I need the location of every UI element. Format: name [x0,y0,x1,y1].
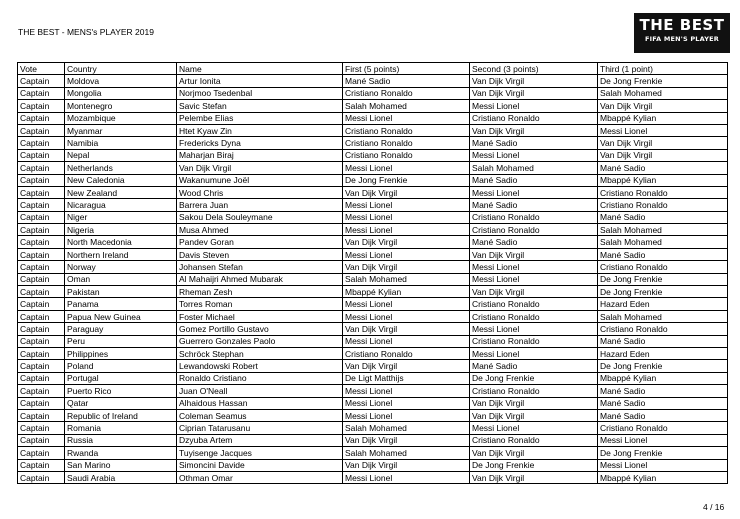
cell-third: Van Dijk Virgil [598,100,728,112]
cell-vote: Captain [18,286,65,298]
cell-country: Portugal [65,372,177,384]
cell-vote: Captain [18,347,65,359]
cell-second: Van Dijk Virgil [470,87,598,99]
cell-name: Pelembe Elias [177,112,343,124]
cell-name: Ciprian Tatarusanu [177,422,343,434]
cell-first: Salah Mohamed [343,447,470,459]
table-row [18,236,728,248]
cell-first: Van Dijk Virgil [343,236,470,248]
cell-first: Mané Sadio [343,75,470,87]
cell-first: Van Dijk Virgil [343,261,470,273]
cell-vote: Captain [18,447,65,459]
cell-country: Qatar [65,397,177,409]
cell-country: Puerto Rico [65,385,177,397]
cell-first: Van Dijk Virgil [343,186,470,198]
cell-third: Cristiano Ronaldo [598,422,728,434]
cell-first: De Jong Frenkie [343,174,470,186]
cell-second: Salah Mohamed [470,162,598,174]
cell-second: Messi Lionel [470,100,598,112]
table-row [18,199,728,211]
document-title: THE BEST - MENS's PLAYER 2019 [18,27,154,37]
cell-vote: Captain [18,224,65,236]
table-row [18,112,728,124]
cell-third: Messi Lionel [598,459,728,471]
cell-vote: Captain [18,310,65,322]
cell-name: Davis Steven [177,248,343,260]
cell-country: Namibia [65,137,177,149]
cell-third: Salah Mohamed [598,236,728,248]
cell-first: Salah Mohamed [343,422,470,434]
cell-vote: Captain [18,471,65,483]
cell-second: Messi Lionel [470,422,598,434]
cell-third: Hazard Eden [598,347,728,359]
cell-third: Mané Sadio [598,248,728,260]
cell-name: Savic Stefan [177,100,343,112]
cell-country: Norway [65,261,177,273]
table-row [18,471,728,483]
cell-name: Alhaidous Hassan [177,397,343,409]
cell-third: Cristiano Ronaldo [598,323,728,335]
cell-country: Netherlands [65,162,177,174]
cell-name: Gomez Portillo Gustavo [177,323,343,335]
cell-vote: Captain [18,434,65,446]
cell-name: Foster Michael [177,310,343,322]
cell-country: Northern Ireland [65,248,177,260]
table-row [18,124,728,136]
cell-third: Messi Lionel [598,124,728,136]
cell-second: Cristiano Ronaldo [470,434,598,446]
cell-first: Cristiano Ronaldo [343,87,470,99]
cell-second: Cristiano Ronaldo [470,335,598,347]
table-row [18,298,728,310]
cell-third: Mané Sadio [598,385,728,397]
cell-first: Mbappé Kylian [343,286,470,298]
cell-vote: Captain [18,261,65,273]
table-row [18,323,728,335]
cell-country: San Marino [65,459,177,471]
cell-vote: Captain [18,273,65,285]
cell-first: Van Dijk Virgil [343,360,470,372]
cell-vote: Captain [18,298,65,310]
cell-country: Saudi Arabia [65,471,177,483]
cell-third: Salah Mohamed [598,224,728,236]
cell-country: Rwanda [65,447,177,459]
table-row [18,310,728,322]
table-row [18,335,728,347]
table-row [18,149,728,161]
cell-first: Messi Lionel [343,211,470,223]
cell-name: Artur Ionita [177,75,343,87]
cell-country: New Zealand [65,186,177,198]
cell-third: De Jong Frenkie [598,360,728,372]
header-row [18,63,728,75]
cell-second: Cristiano Ronaldo [470,112,598,124]
cell-country: Nigeria [65,224,177,236]
cell-second: Cristiano Ronaldo [470,385,598,397]
table-row [18,385,728,397]
cell-vote: Captain [18,248,65,260]
cell-third: Mbappé Kylian [598,112,728,124]
cell-name: Torres Roman [177,298,343,310]
cell-vote: Captain [18,87,65,99]
cell-vote: Captain [18,75,65,87]
logo-sub-text: FIFA MEN'S PLAYER [645,35,719,43]
cell-vote: Captain [18,236,65,248]
cell-second: Mané Sadio [470,199,598,211]
cell-name: Juan O'Neall [177,385,343,397]
cell-third: Cristiano Ronaldo [598,199,728,211]
cell-first: Messi Lionel [343,112,470,124]
cell-second: Messi Lionel [470,273,598,285]
cell-first: Cristiano Ronaldo [343,149,470,161]
cell-name: Pandev Goran [177,236,343,248]
table-row [18,174,728,186]
cell-name: Othman Omar [177,471,343,483]
cell-country: Peru [65,335,177,347]
cell-name: Dzyuba Artem [177,434,343,446]
cell-first: Van Dijk Virgil [343,323,470,335]
cell-first: Messi Lionel [343,385,470,397]
cell-first: Messi Lionel [343,409,470,421]
cell-name: Guerrero Gonzales Paolo [177,335,343,347]
cell-third: Messi Lionel [598,434,728,446]
logo-main-text: THE BEST [639,16,725,34]
cell-first: Cristiano Ronaldo [343,347,470,359]
cell-third: Mané Sadio [598,162,728,174]
cell-country: Nepal [65,149,177,161]
cell-third: Salah Mohamed [598,87,728,99]
cell-name: Fredericks Dyna [177,137,343,149]
cell-vote: Captain [18,174,65,186]
cell-name: Ronaldo Cristiano [177,372,343,384]
cell-second: Messi Lionel [470,186,598,198]
cell-second: Mané Sadio [470,360,598,372]
table-row [18,347,728,359]
cell-vote: Captain [18,186,65,198]
column-header-second: Second (3 points) [470,63,598,75]
cell-country: Poland [65,360,177,372]
cell-vote: Captain [18,397,65,409]
cell-second: Van Dijk Virgil [470,409,598,421]
the-best-logo [634,13,730,53]
cell-third: Mbappé Kylian [598,174,728,186]
cell-second: Van Dijk Virgil [470,124,598,136]
cell-first: Messi Lionel [343,335,470,347]
cell-first: Salah Mohamed [343,100,470,112]
cell-vote: Captain [18,409,65,421]
cell-vote: Captain [18,323,65,335]
cell-second: Mané Sadio [470,236,598,248]
cell-second: Messi Lionel [470,149,598,161]
cell-vote: Captain [18,137,65,149]
cell-first: Van Dijk Virgil [343,459,470,471]
cell-first: Messi Lionel [343,199,470,211]
cell-country: Mongolia [65,87,177,99]
cell-first: Messi Lionel [343,310,470,322]
table-row [18,459,728,471]
table-row [18,422,728,434]
cell-third: Cristiano Ronaldo [598,261,728,273]
table-row [18,372,728,384]
table-row [18,224,728,236]
cell-third: Mané Sadio [598,409,728,421]
cell-country: Pakistan [65,286,177,298]
table-row [18,397,728,409]
cell-name: Sakou Dela Souleymane [177,211,343,223]
cell-second: De Jong Frenkie [470,372,598,384]
cell-second: Cristiano Ronaldo [470,298,598,310]
cell-first: Cristiano Ronaldo [343,137,470,149]
table-row [18,137,728,149]
cell-country: Niger [65,211,177,223]
cell-first: Messi Lionel [343,397,470,409]
cell-second: Messi Lionel [470,347,598,359]
cell-third: Cristiano Ronaldo [598,186,728,198]
column-header-third: Third (1 point) [598,63,728,75]
cell-vote: Captain [18,162,65,174]
page-number: 4 / 16 [703,502,725,512]
cell-second: Van Dijk Virgil [470,471,598,483]
cell-vote: Captain [18,100,65,112]
cell-country: Panama [65,298,177,310]
cell-country: Republic of Ireland [65,409,177,421]
cell-name: Wood Chris [177,186,343,198]
cell-country: New Caledonia [65,174,177,186]
cell-third: Mbappé Kylian [598,372,728,384]
cell-first: Messi Lionel [343,298,470,310]
table-row [18,286,728,298]
cell-name: Johansen Stefan [177,261,343,273]
cell-vote: Captain [18,199,65,211]
cell-country: Papua New Guinea [65,310,177,322]
cell-third: Mané Sadio [598,397,728,409]
cell-vote: Captain [18,360,65,372]
cell-country: Paraguay [65,323,177,335]
cell-name: Simoncini Davide [177,459,343,471]
cell-country: Russia [65,434,177,446]
cell-first: Messi Lionel [343,162,470,174]
cell-country: Mozambique [65,112,177,124]
cell-vote: Captain [18,459,65,471]
cell-second: Cristiano Ronaldo [470,310,598,322]
cell-second: Cristiano Ronaldo [470,211,598,223]
cell-third: De Jong Frenkie [598,273,728,285]
table-row [18,186,728,198]
cell-name: Barrera Juan [177,199,343,211]
cell-third: Hazard Eden [598,298,728,310]
cell-third: De Jong Frenkie [598,286,728,298]
cell-name: Lewandowski Robert [177,360,343,372]
cell-third: De Jong Frenkie [598,447,728,459]
cell-second: Mané Sadio [470,174,598,186]
cell-name: Schröck Stephan [177,347,343,359]
column-header-name: Name [177,63,343,75]
cell-second: Messi Lionel [470,261,598,273]
cell-vote: Captain [18,149,65,161]
cell-second: Van Dijk Virgil [470,286,598,298]
table-row [18,211,728,223]
cell-vote: Captain [18,112,65,124]
cell-second: Cristiano Ronaldo [470,224,598,236]
cell-vote: Captain [18,372,65,384]
cell-third: Salah Mohamed [598,310,728,322]
cell-second: De Jong Frenkie [470,459,598,471]
cell-second: Van Dijk Virgil [470,248,598,260]
cell-country: North Macedonia [65,236,177,248]
cell-second: Van Dijk Virgil [470,75,598,87]
votes-table-body [18,75,728,484]
cell-country: Montenegro [65,100,177,112]
cell-name: Tuyisenge Jacques [177,447,343,459]
table-row [18,248,728,260]
cell-name: Coleman Seamus [177,409,343,421]
cell-name: Musa Ahmed [177,224,343,236]
cell-third: Mbappé Kylian [598,471,728,483]
cell-country: Oman [65,273,177,285]
cell-country: Nicaragua [65,199,177,211]
cell-name: Al Mahaijri Ahmed Mubarak [177,273,343,285]
column-header-vote: Vote [18,63,65,75]
table-row [18,434,728,446]
cell-second: Van Dijk Virgil [470,447,598,459]
cell-third: Van Dijk Virgil [598,149,728,161]
table-row [18,75,728,87]
table-row [18,100,728,112]
cell-third: Van Dijk Virgil [598,137,728,149]
table-row [18,409,728,421]
column-header-first: First (5 points) [343,63,470,75]
cell-name: Htet Kyaw Zin [177,124,343,136]
table-row [18,447,728,459]
cell-third: Mané Sadio [598,335,728,347]
cell-first: Messi Lionel [343,224,470,236]
cell-name: Norjmoo Tsedenbal [177,87,343,99]
cell-name: Van Dijk Virgil [177,162,343,174]
votes-table-header [18,63,728,75]
cell-country: Myanmar [65,124,177,136]
cell-name: Wakanumune Joël [177,174,343,186]
cell-first: Messi Lionel [343,471,470,483]
cell-second: Messi Lionel [470,323,598,335]
cell-vote: Captain [18,385,65,397]
cell-vote: Captain [18,124,65,136]
cell-third: Mané Sadio [598,211,728,223]
table-row [18,273,728,285]
cell-second: Mané Sadio [470,137,598,149]
cell-first: De Ligt Matthijs [343,372,470,384]
table-row [18,360,728,372]
cell-first: Messi Lionel [343,248,470,260]
cell-country: Moldova [65,75,177,87]
cell-name: Maharjan Biraj [177,149,343,161]
cell-third: De Jong Frenkie [598,75,728,87]
cell-country: Philippines [65,347,177,359]
cell-vote: Captain [18,335,65,347]
column-header-country: Country [65,63,177,75]
table-row [18,162,728,174]
cell-country: Romania [65,422,177,434]
votes-table [17,62,728,484]
cell-first: Salah Mohamed [343,273,470,285]
cell-vote: Captain [18,211,65,223]
cell-name: Rheman Zesh [177,286,343,298]
cell-second: Van Dijk Virgil [470,397,598,409]
table-row [18,261,728,273]
cell-first: Van Dijk Virgil [343,434,470,446]
cell-vote: Captain [18,422,65,434]
table-row [18,87,728,99]
cell-first: Cristiano Ronaldo [343,124,470,136]
